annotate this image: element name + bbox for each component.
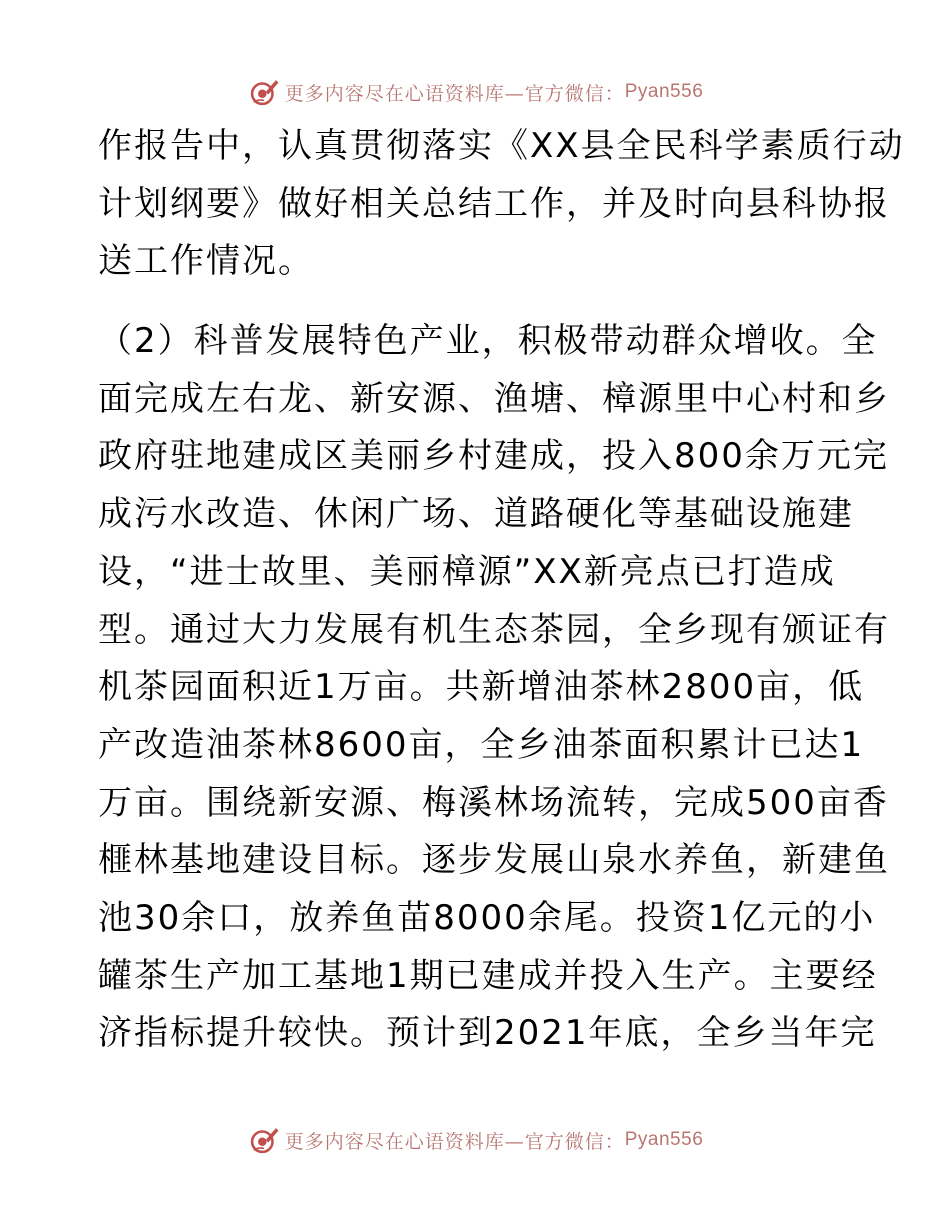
text-line: 成污水改造、休闲广场、道路硬化等基础设施建 <box>98 494 854 535</box>
brand-logo-icon <box>247 75 281 109</box>
header-banner-text: 更多内容尽在心语资料库—官方微信： <box>284 82 625 105</box>
text-line: 济指标提升较快。预计到2021年底，全乡当年完 <box>98 1013 877 1054</box>
body-text <box>98 118 905 1063</box>
text-line: 万亩。围绕新安源、梅溪林场流转，完成500亩香 <box>98 782 889 823</box>
paragraph-2 <box>98 313 890 1063</box>
header-banner-id: Pyan556 <box>624 81 704 102</box>
text-line: 政府驻地建成区美丽乡村建成，投入800余万元完 <box>98 436 889 477</box>
header-banner <box>0 72 950 112</box>
text-line: 榧林基地建设目标。逐步发展山泉水养鱼，新建鱼 <box>98 840 890 881</box>
text-line: 设，“进士故里、美丽樟源”XX新亮点已打造成 <box>98 551 836 592</box>
text-line: 罐茶生产加工基地1期已建成并投入生产。主要经 <box>98 955 878 996</box>
paragraph-1 <box>98 118 905 291</box>
footer-banner-text: 更多内容尽在心语资料库—官方微信： <box>284 1130 625 1153</box>
text-line: 面完成左右龙、新安源、渔塘、樟源里中心村和乡 <box>98 378 890 419</box>
text-line: 池30余口，放养鱼苗8000余尾。投资1亿元的小 <box>98 897 876 938</box>
footer-banner <box>0 1120 950 1160</box>
footer-banner-id: Pyan556 <box>624 1129 704 1150</box>
text-line: （2）科普发展特色产业，积极带动群众增收。全 <box>98 321 878 362</box>
brand-logo-icon <box>247 1123 281 1157</box>
text-line: 机茶园面积近1万亩。共新增油茶林2800亩，低 <box>98 667 865 708</box>
text-line: 型。通过大力发展有机生态茶园，全乡现有颁证有 <box>98 609 890 650</box>
text-line: 计划纲要》做好相关总结工作，并及时向县科协报 <box>98 183 890 224</box>
text-line: 送工作情况。 <box>98 241 314 282</box>
text-line: 产改造油茶林8600亩，全乡油茶面积累计已达1 <box>98 724 865 765</box>
paragraph-gap <box>98 291 858 313</box>
text-line: 作报告中，认真贯彻落实《XX县全民科学素质行动 <box>98 126 905 166</box>
